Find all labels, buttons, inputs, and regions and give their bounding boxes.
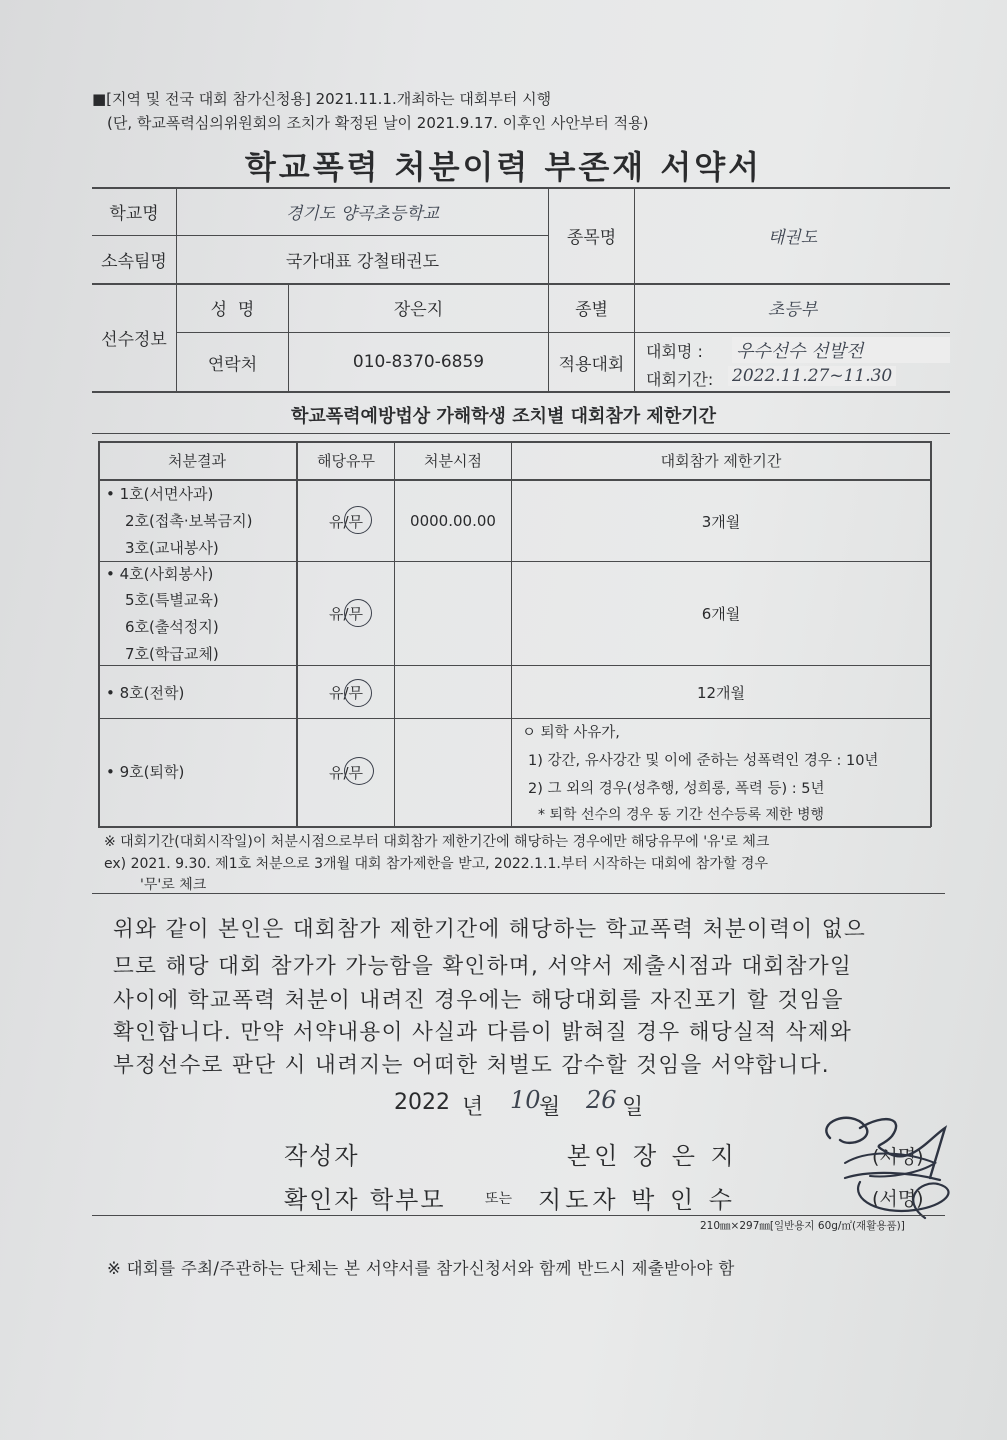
row4-period-line: * 퇴학 선수의 경우 동 기간 선수등록 제한 병행 <box>538 807 825 823</box>
confirmer-value: 지도자 박 인 수 <box>538 1186 736 1214</box>
note-line: '무'로 체크 <box>140 877 207 893</box>
note-line: ※ 대회기간(대회시작일)이 처분시점으로부터 대회참가 제한기간에 해당하는 경우에만 해당유무에 '유'로 체크 <box>104 834 770 850</box>
competition-period-value: 2022.11.27~11.30 <box>728 366 896 386</box>
team-label: 소속팀명 <box>101 251 167 272</box>
confirmer-label: 확인자 <box>284 1186 360 1214</box>
category-label: 종별 <box>575 300 608 320</box>
date-day-unit: 일 <box>622 1095 644 1120</box>
row4-choice: 유/무 <box>328 764 364 782</box>
document-title: 학교폭력 처분이력 부존재 서약서 <box>244 148 763 186</box>
competition-name-label: 대회명 : <box>646 342 703 361</box>
row3-item: • 8호(전학) <box>106 684 185 702</box>
row1-choice: 유/무 <box>328 512 364 531</box>
date-month-unit: 월 <box>539 1095 561 1120</box>
paper-spec: 210㎜×297㎜[일반용지 60g/㎡(재활용품)] <box>700 1220 905 1232</box>
confirmer-or: 또는 <box>485 1191 513 1207</box>
row1-item: 2호(접촉·보복금지) <box>125 512 253 530</box>
col-header-result: 처분결과 <box>168 451 226 470</box>
date-year: 2022 <box>394 1090 450 1115</box>
row2-period: 6개월 <box>701 605 741 623</box>
selected-mark-circle <box>344 679 372 707</box>
category-value: 초등부 <box>767 300 818 320</box>
competition-period-label: 대회기간: <box>646 370 714 389</box>
apply-label: 적용대회 <box>558 354 625 375</box>
event-label: 종목명 <box>566 227 617 248</box>
competition-name-value: 우수선수 선발전 <box>732 337 950 363</box>
school-value: 경기도 양곡초등학교 <box>285 203 440 224</box>
row2-item: 5호(특별교육) <box>125 591 219 609</box>
school-label: 학교명 <box>109 203 159 224</box>
date-year-unit: 년 <box>462 1095 484 1120</box>
header-notice: ■[지역 및 전국 대회 참가신청용] 2021.11.1.개최하는 대회부터 시행 <box>92 90 552 108</box>
row1-item: 3호(교내봉사) <box>125 539 219 557</box>
row2-item: 7호(학급교체) <box>125 645 219 663</box>
row1-item: • 1호(서면사과) <box>106 485 214 503</box>
team-value: 국가대표 강철태권도 <box>285 251 440 272</box>
contact-value: 010-8370-6859 <box>352 352 485 372</box>
row3-date <box>395 666 511 718</box>
col-header-period: 대회참가 제한기간 <box>660 451 782 470</box>
writer-value: 본인 장 은 지 <box>567 1142 738 1170</box>
selected-mark-circle <box>344 506 372 534</box>
row2-date <box>395 562 511 665</box>
pledge-line: 부정선수로 판단 시 내려지는 어떠한 처벌도 감수할 것임을 서약합니다. <box>113 1053 831 1078</box>
confirmer-sign-label: (서명) <box>872 1188 924 1210</box>
date-month: 10 <box>510 1086 541 1114</box>
row4-period-line: 2) 그 외의 경우(성추행, 성희롱, 폭력 등) : 5년 <box>528 781 825 797</box>
confirmer-parent: 학부모 <box>370 1186 446 1214</box>
row2-choice: 유/무 <box>328 605 364 623</box>
sanction-table <box>98 441 931 827</box>
row1-date: 0000.00.00 <box>410 512 496 530</box>
name-label: 성 명 <box>210 300 255 320</box>
row2-item: 6호(출석정지) <box>125 618 219 636</box>
row1-period: 3개월 <box>701 512 741 531</box>
row4-period-line: ㅇ 퇴학 사유가, <box>522 725 620 741</box>
writer-sign-label: (서명) <box>872 1146 924 1168</box>
row3-choice: 유/무 <box>328 683 364 702</box>
writer-label: 작성자 <box>284 1142 360 1170</box>
date-day: 26 <box>586 1086 617 1114</box>
col-header-applicable: 해당유무 <box>317 451 375 470</box>
note-line: ex) 2021. 9.30. 제1호 처분으로 3개월 대회 참가제한을 받고, 2022.1.1.부터 시작하는 대회에 참가할 경우 <box>104 856 768 872</box>
row4-date <box>395 719 511 826</box>
row2-item: • 4호(사회봉사) <box>106 565 214 583</box>
selected-mark-circle <box>344 757 374 785</box>
pledge-line: 사이에 학교폭력 처분이 내려진 경우에는 해당대회를 자진포기 할 것임을 <box>113 988 844 1013</box>
footer-note: ※ 대회를 주최/주관하는 단체는 본 서약서를 참가신청서와 함께 반드시 제출받아야 함 <box>107 1259 735 1278</box>
row4-period-line: 1) 강간, 유사강간 및 이에 준하는 성폭력인 경우 : 10년 <box>528 753 879 769</box>
athlete-label: 선수정보 <box>101 330 167 350</box>
pledge-line: 확인합니다. 만약 서약내용이 사실과 다름이 밝혀질 경우 해당실적 삭제와 <box>113 1020 853 1045</box>
info-table <box>92 187 950 393</box>
row4-item: • 9호(퇴학) <box>106 763 185 781</box>
col-header-date: 처분시점 <box>424 451 482 470</box>
name-value: 장은지 <box>393 300 444 320</box>
selected-mark-circle <box>344 599 372 627</box>
header-sub-notice: (단, 학교폭력심의위원회의 조치가 확정된 날이 2021.9.17. 이후인 사안부터 적용) <box>107 114 649 132</box>
event-value: 태권도 <box>767 227 818 248</box>
row3-period: 12개월 <box>696 683 746 702</box>
contact-label: 연락처 <box>207 354 258 375</box>
sanction-subtitle: 학교폭력예방법상 가해학생 조치별 대회참가 제한기간 <box>291 406 716 427</box>
pledge-line: 위와 같이 본인은 대회참가 제한기간에 해당하는 학교폭력 처분이력이 없으 <box>113 917 867 942</box>
pledge-line: 므로 해당 대회 참가가 가능함을 확인하며, 서약서 제출시점과 대회참가일 <box>113 954 853 979</box>
